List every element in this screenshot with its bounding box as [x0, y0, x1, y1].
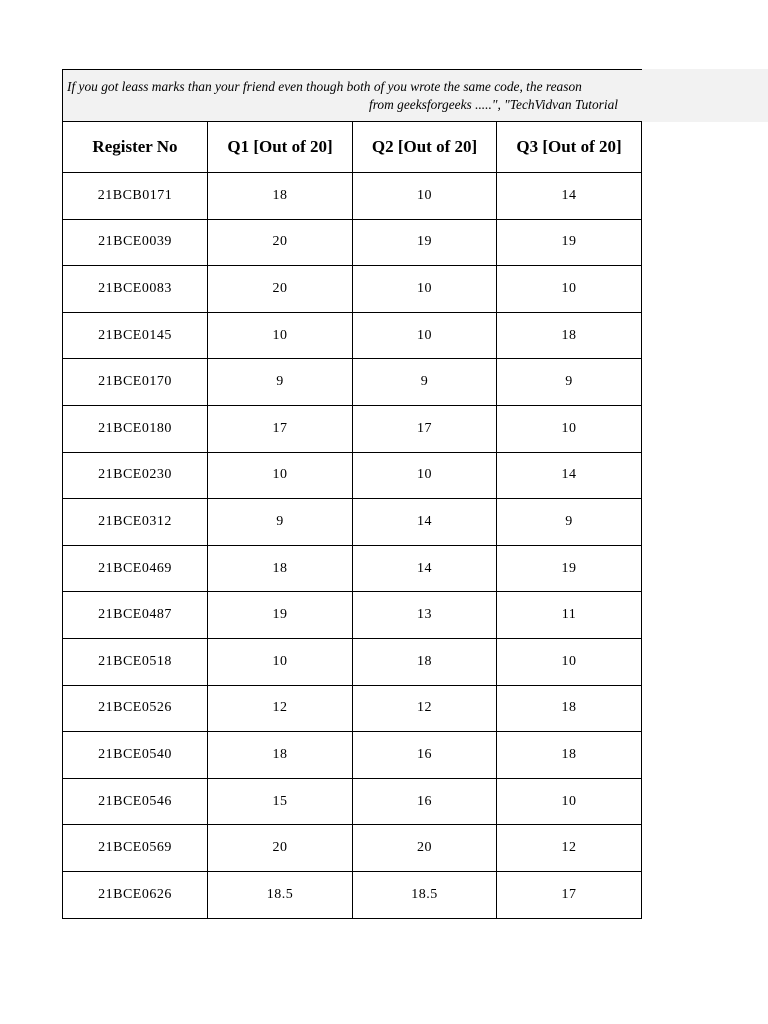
q1-cell: 15	[208, 778, 353, 825]
table-row	[63, 732, 642, 779]
q1-cell: 10	[208, 312, 353, 359]
register-no-cell: 21BCE0145	[63, 312, 208, 359]
q2-cell: 13	[353, 592, 497, 639]
q2-cell: 17	[353, 405, 497, 452]
register-no-cell: 21BCB0171	[63, 173, 208, 220]
q1-cell: 20	[208, 219, 353, 266]
table-row	[63, 312, 642, 359]
q3-cell: 14	[497, 452, 642, 499]
q3-cell: 10	[497, 266, 642, 313]
register-no-cell: 21BCE0518	[63, 638, 208, 685]
q1-cell: 9	[208, 499, 353, 546]
register-no-cell: 21BCE0039	[63, 219, 208, 266]
register-no-cell: 21BCE0546	[63, 778, 208, 825]
register-no-cell: 21BCE0526	[63, 685, 208, 732]
q3-cell: 9	[497, 499, 642, 546]
table-row	[63, 452, 642, 499]
q1-cell: 18	[208, 545, 353, 592]
q2-cell: 10	[353, 266, 497, 313]
register-no-cell: 21BCE0083	[63, 266, 208, 313]
q1-cell: 18	[208, 173, 353, 220]
q2-cell: 16	[353, 732, 497, 779]
q2-cell: 10	[353, 452, 497, 499]
q3-cell: 18	[497, 312, 642, 359]
q3-cell: 18	[497, 732, 642, 779]
note-banner	[62, 69, 642, 122]
q2-cell: 12	[353, 685, 497, 732]
q1-cell: 20	[208, 266, 353, 313]
table-row	[63, 638, 642, 685]
q3-cell: 19	[497, 545, 642, 592]
q1-cell: 20	[208, 825, 353, 872]
note-line-2: from geeksforgeeks .....", "TechVidvan Tutorial	[369, 97, 619, 112]
q1-cell: 18.5	[208, 871, 353, 918]
q2-cell: 10	[353, 312, 497, 359]
q3-cell: 10	[497, 638, 642, 685]
q3-cell: 12	[497, 825, 642, 872]
register-no-cell: 21BCE0180	[63, 405, 208, 452]
header-q1: Q1 [Out of 20]	[208, 122, 353, 173]
q1-cell: 19	[208, 592, 353, 639]
q3-cell: 18	[497, 685, 642, 732]
register-no-cell: 21BCE0230	[63, 452, 208, 499]
q2-cell: 14	[353, 545, 497, 592]
q2-cell: 18	[353, 638, 497, 685]
header-row	[63, 122, 642, 173]
q1-cell: 17	[208, 405, 353, 452]
register-no-cell: 21BCE0540	[63, 732, 208, 779]
q2-cell: 16	[353, 778, 497, 825]
table-row	[63, 359, 642, 406]
table-row	[63, 173, 642, 220]
table-row	[63, 685, 642, 732]
header-register-no: Register No	[63, 122, 208, 173]
q2-cell: 14	[353, 499, 497, 546]
table-row	[63, 825, 642, 872]
q3-cell: 10	[497, 778, 642, 825]
table-row	[63, 545, 642, 592]
q3-cell: 19	[497, 219, 642, 266]
register-no-cell: 21BCE0469	[63, 545, 208, 592]
marks-sheet	[62, 69, 642, 919]
register-no-cell: 21BCE0312	[63, 499, 208, 546]
table-row	[63, 499, 642, 546]
table-row	[63, 405, 642, 452]
register-no-cell: 21BCE0626	[63, 871, 208, 918]
q1-cell: 9	[208, 359, 353, 406]
q3-cell: 14	[497, 173, 642, 220]
q1-cell: 18	[208, 732, 353, 779]
register-no-cell: 21BCE0569	[63, 825, 208, 872]
q3-cell: 9	[497, 359, 642, 406]
q1-cell: 10	[208, 638, 353, 685]
register-no-cell: 21BCE0170	[63, 359, 208, 406]
q1-cell: 12	[208, 685, 353, 732]
q2-cell: 9	[353, 359, 497, 406]
register-no-cell: 21BCE0487	[63, 592, 208, 639]
table-row	[63, 266, 642, 313]
table-row	[63, 871, 642, 918]
note-background-band	[641, 69, 768, 122]
note-line-1: If you got leass marks than your friend even though both of you wrote the same code, the reason	[67, 79, 582, 94]
q3-cell: 17	[497, 871, 642, 918]
q2-cell: 18.5	[353, 871, 497, 918]
table-row	[63, 219, 642, 266]
q3-cell: 10	[497, 405, 642, 452]
q3-cell: 11	[497, 592, 642, 639]
header-q3: Q3 [Out of 20]	[497, 122, 642, 173]
q2-cell: 20	[353, 825, 497, 872]
header-q2: Q2 [Out of 20]	[353, 122, 497, 173]
q1-cell: 10	[208, 452, 353, 499]
marks-table	[62, 121, 642, 919]
table-row	[63, 778, 642, 825]
table-row	[63, 592, 642, 639]
q2-cell: 10	[353, 173, 497, 220]
q2-cell: 19	[353, 219, 497, 266]
